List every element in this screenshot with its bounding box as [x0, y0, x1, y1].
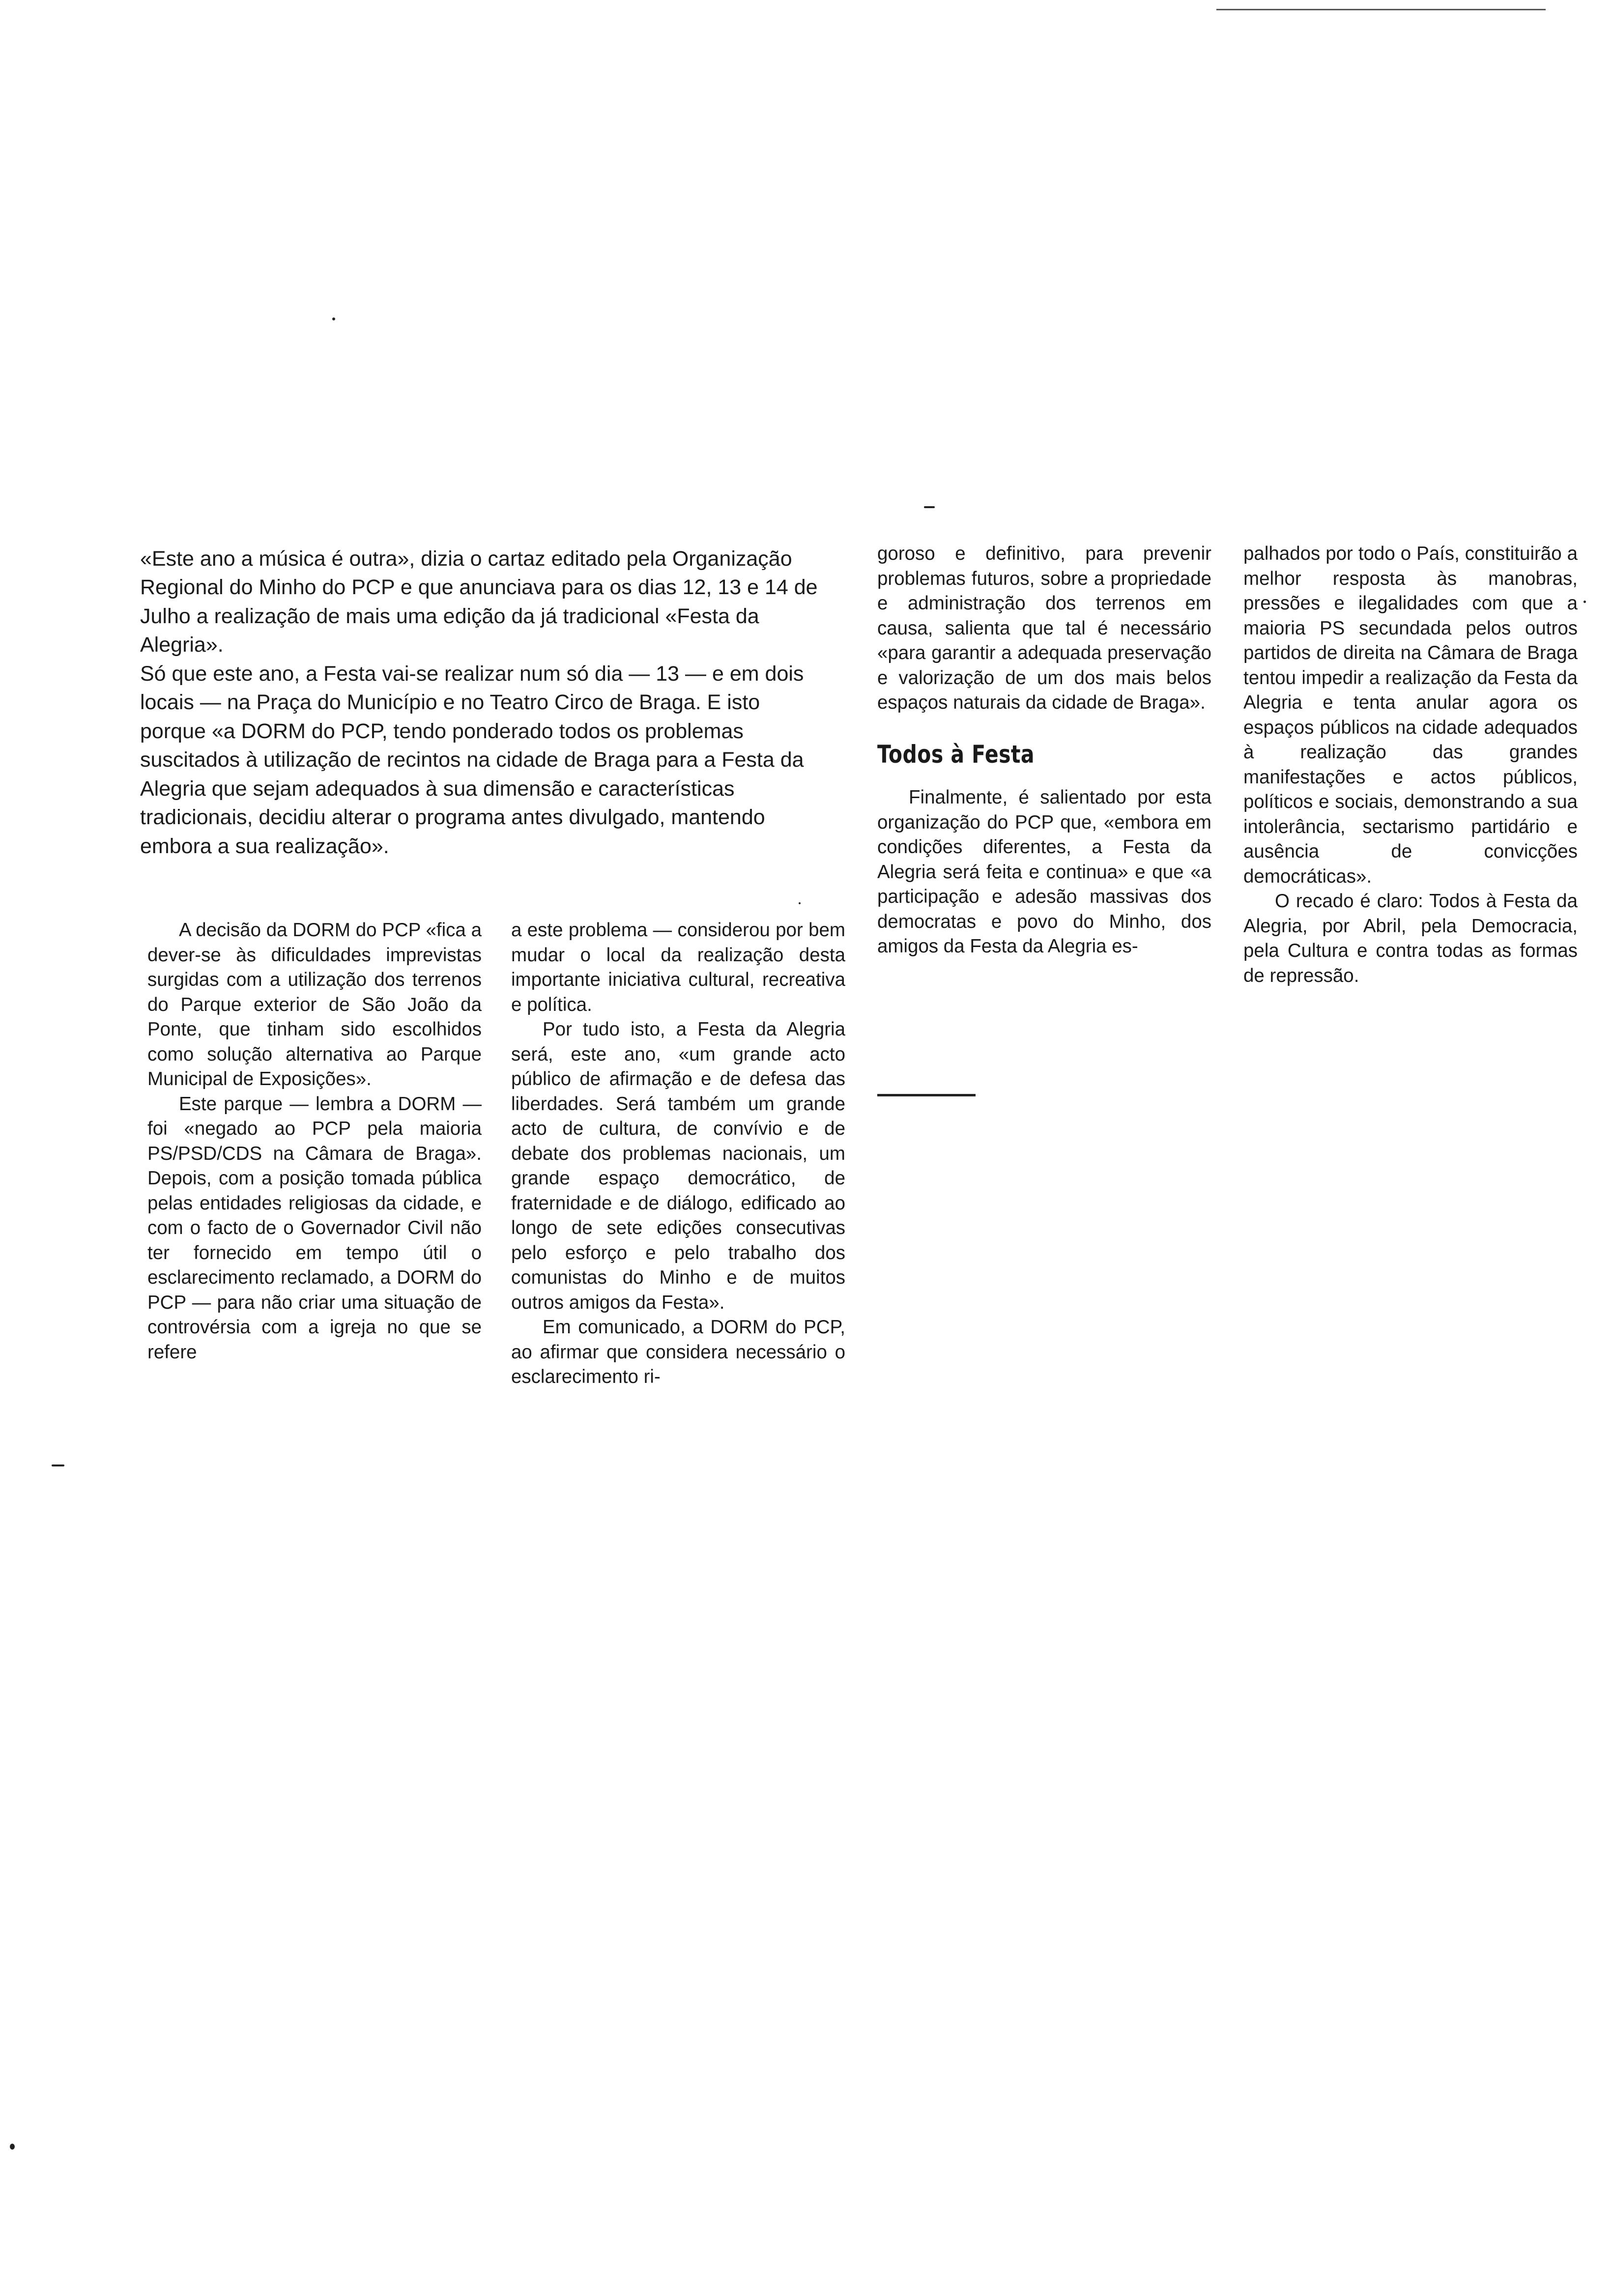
body-column-2 — [511, 918, 845, 1390]
body-column-4 — [1243, 542, 1578, 988]
scan-speck — [924, 506, 935, 508]
scan-speck — [1583, 601, 1586, 603]
column1-paragraph-2: Este parque — lembra a DORM — foi «negado ao PCP pela maioria PS/PSD/CDS na Câmara de Braga». Depois, com a posição tomada pública pelas entidades religiosas da cidade, e com o facto de o Governador Civil não ter fornecido em tempo útil o esclarecimento reclamado, a DORM do PCP — para não criar uma situação de controvérsia com a igreja no que se refere — [147, 1093, 482, 1363]
top-rule — [1216, 9, 1546, 10]
body-column-3 — [877, 542, 1211, 959]
end-rule — [877, 1094, 976, 1096]
lead-paragraph-2: Só que este ano, a Festa vai-se realizar num só dia — 13 — e em dois locais — na Praça do Município e no Teatro Circo de Braga. E isto porque «a DORM do PCP, tendo ponderado todos os problemas suscitados à utilização de recintos na cidade de Braga para a Festa da Alegria que sejam adequados à sua dimensão e características tradicionais, decidiu alterar o programa antes divulgado, mantendo embora a sua realização». — [140, 661, 804, 858]
column2-paragraph-3: Em comunicado, a DORM do PCP, ao afirmar que considera necessário o esclarecimento ri- — [511, 1317, 845, 1387]
scan-speck — [332, 317, 335, 320]
lead-paragraphs — [140, 545, 828, 861]
subheading: Todos à Festa — [877, 740, 1035, 769]
body-column-1 — [147, 918, 482, 1365]
lead-paragraph-1: «Este ano a música é outra», dizia o cartaz editado pela Organização Regional do Minho do PCP e que anunciava para os dias 12, 13 e 14 de Julho a realização de mais uma edição da já tradicional «Festa da Alegria». — [140, 547, 818, 657]
column4-paragraph-1: palhados por todo o País, constituirão a melhor resposta às manobras, pressões e ilegalidades com que a maioria PS secundada pelos outros partidos de direita na Câmara de Braga tentou impedir a realização da Festa da Alegria e tenta anular agora os espaços públicos na cidade adequados à realização das grandes manifestações e actos públicos, políticos e sociais, demonstrando a sua intolerância, sectarismo partidário e ausência de convicções democráticas». — [1243, 543, 1578, 887]
column2-paragraph-2: Por tudo isto, a Festa da Alegria será, este ano, «um grande acto público de afirmação e de defesa das liberdades. Será também um grande acto de cultura, de convívio e de debate dos problemas nacionais, um grande espaço democrático, de fraternidade e de diálogo, edificado ao longo de sete edições consecutivas pelo esforço e pelo trabalho dos comunistas do Minho e de muitos outros amigos da Festa». — [511, 1019, 845, 1313]
column2-paragraph-1: a este problema — considerou por bem mudar o local da realização desta importante iniciativa cultural, recreativa e política. — [511, 919, 845, 1015]
column4-paragraph-2: O recado é claro: Todos à Festa da Alegria, por Abril, pela Democracia, pela Cultura e contra todas as formas de repressão. — [1243, 890, 1578, 986]
scan-speck — [799, 902, 801, 904]
scan-speck — [10, 2144, 15, 2150]
column3-paragraph-1: goroso e definitivo, para prevenir problemas futuros, sobre a propriedade e administração dos terrenos em causa, salienta que tal é necessário «para garantir a adequada preservação e valorização de um dos mais belos espaços naturais da cidade de Braga». — [877, 543, 1211, 713]
column1-paragraph-1: A decisão da DORM do PCP «fica a dever-se às dificuldades imprevistas surgidas com a utilização dos terrenos do Parque exterior de São João da Ponte, que tinham sido escolhidos como solução alternativa ao Parque Municipal de Exposições». — [147, 919, 482, 1090]
scan-speck — [52, 1464, 64, 1466]
column3-paragraph-2: Finalmente, é salientado por esta organização do PCP que, «embora em condições diferentes, a Festa da Alegria será feita e continua» e que «a participação e adesão massivas dos democratas e povo do Minho, dos amigos da Festa da Alegria es- — [877, 787, 1211, 957]
